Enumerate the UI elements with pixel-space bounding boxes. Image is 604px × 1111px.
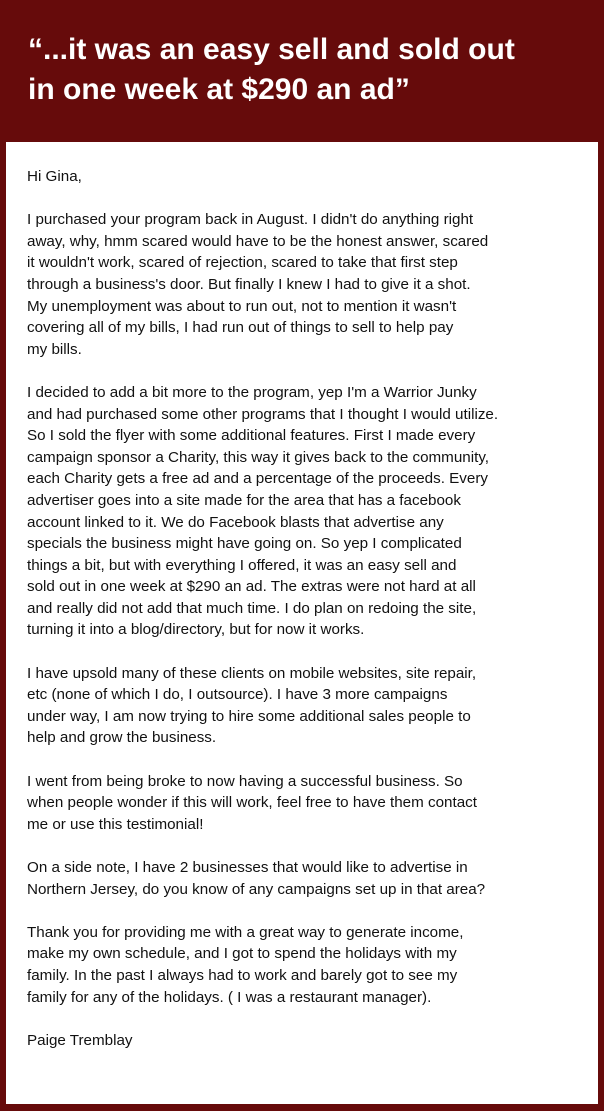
text-line: Thank you for providing me with a great way to generate income, bbox=[27, 923, 464, 941]
text-line: and really did not add that much time. I do plan on redoing the site, bbox=[27, 599, 477, 617]
letter-signature: Paige Tremblay bbox=[27, 1031, 133, 1049]
text-line: away, why, hmm scared would have to be the honest answer, scared bbox=[27, 232, 489, 250]
text-line: account linked to it. We do Facebook blasts that advertise any bbox=[27, 513, 444, 531]
text-line: when people wonder if this will work, feel free to have them contact bbox=[27, 794, 477, 812]
text-line: sold out in one week at $290 an ad. The extras were not hard at all bbox=[27, 578, 476, 596]
headline-banner bbox=[0, 0, 604, 142]
text-line: it wouldn't work, scared of rejection, scared to take that first step bbox=[27, 254, 458, 272]
text-line: make my own schedule, and I got to spend the holidays with my bbox=[27, 945, 457, 963]
text-line: family. In the past I always had to work and barely got to see my bbox=[27, 966, 458, 984]
text-line: each Charity gets a free ad and a percentage of the proceeds. Every bbox=[27, 470, 488, 488]
text-line: On a side note, I have 2 businesses that would like to advertise in bbox=[27, 859, 468, 876]
text-line: campaign sponsor a Charity, this way it gives back to the community, bbox=[27, 448, 490, 466]
text-line: I purchased your program back in August. I didn't do anything right bbox=[27, 211, 474, 229]
text-line: My unemployment was about to run out, not to mention it wasn't bbox=[27, 297, 457, 315]
text-line: me or use this testimonial! bbox=[27, 815, 204, 833]
text-line: and had purchased some other programs that I thought I would utilize. bbox=[27, 405, 499, 423]
headline-line-1: “...it was an easy sell and sold out bbox=[28, 33, 515, 66]
text-line: Northern Jersey, do you know of any campaigns set up in that area? bbox=[27, 880, 486, 898]
letter-paragraph-1 bbox=[27, 209, 587, 360]
letter-paragraph-6 bbox=[27, 922, 587, 1008]
letter-card bbox=[6, 142, 598, 1104]
text-line: family for any of the holidays. ( I was a restaurant manager). bbox=[27, 988, 432, 1006]
text-line: turning it into a blog/directory, but for now it works. bbox=[27, 621, 365, 639]
text-line: etc (none of which I do, I outsource). I have 3 more campaigns bbox=[27, 686, 448, 704]
text-line: through a business's door. But finally I knew I had to give it a shot. bbox=[27, 275, 471, 293]
text-line: specials the business might have going on. So yep I complicated bbox=[27, 535, 462, 553]
letter-paragraph-2 bbox=[27, 382, 587, 641]
text-line: things a bit, but with everything I offered, it was an easy sell and bbox=[27, 556, 457, 574]
letter-body bbox=[27, 166, 587, 1073]
text-line: So I sold the flyer with some additional features. First I made every bbox=[27, 427, 476, 445]
text-line: help and grow the business. bbox=[27, 729, 217, 747]
text-line: advertiser goes into a site made for the area that has a facebook bbox=[27, 491, 461, 509]
letter-paragraph-5 bbox=[27, 857, 587, 900]
headline-quote bbox=[28, 30, 588, 110]
text-line: I have upsold many of these clients on mobile websites, site repair, bbox=[27, 664, 477, 682]
letter-paragraph-4 bbox=[27, 771, 587, 836]
text-line: I decided to add a bit more to the program, yep I'm a Warrior Junky bbox=[27, 383, 477, 401]
text-line: my bills. bbox=[27, 340, 82, 358]
letter-paragraph-3 bbox=[27, 663, 587, 749]
headline-line-2: in one week at $290 an ad” bbox=[28, 73, 410, 106]
text-line: I went from being broke to now having a successful business. So bbox=[27, 772, 463, 790]
text-line: covering all of my bills, I had run out of things to sell to help pay bbox=[27, 319, 454, 337]
text-line: under way, I am now trying to hire some additional sales people to bbox=[27, 707, 471, 725]
letter-greeting: Hi Gina, bbox=[27, 168, 82, 185]
